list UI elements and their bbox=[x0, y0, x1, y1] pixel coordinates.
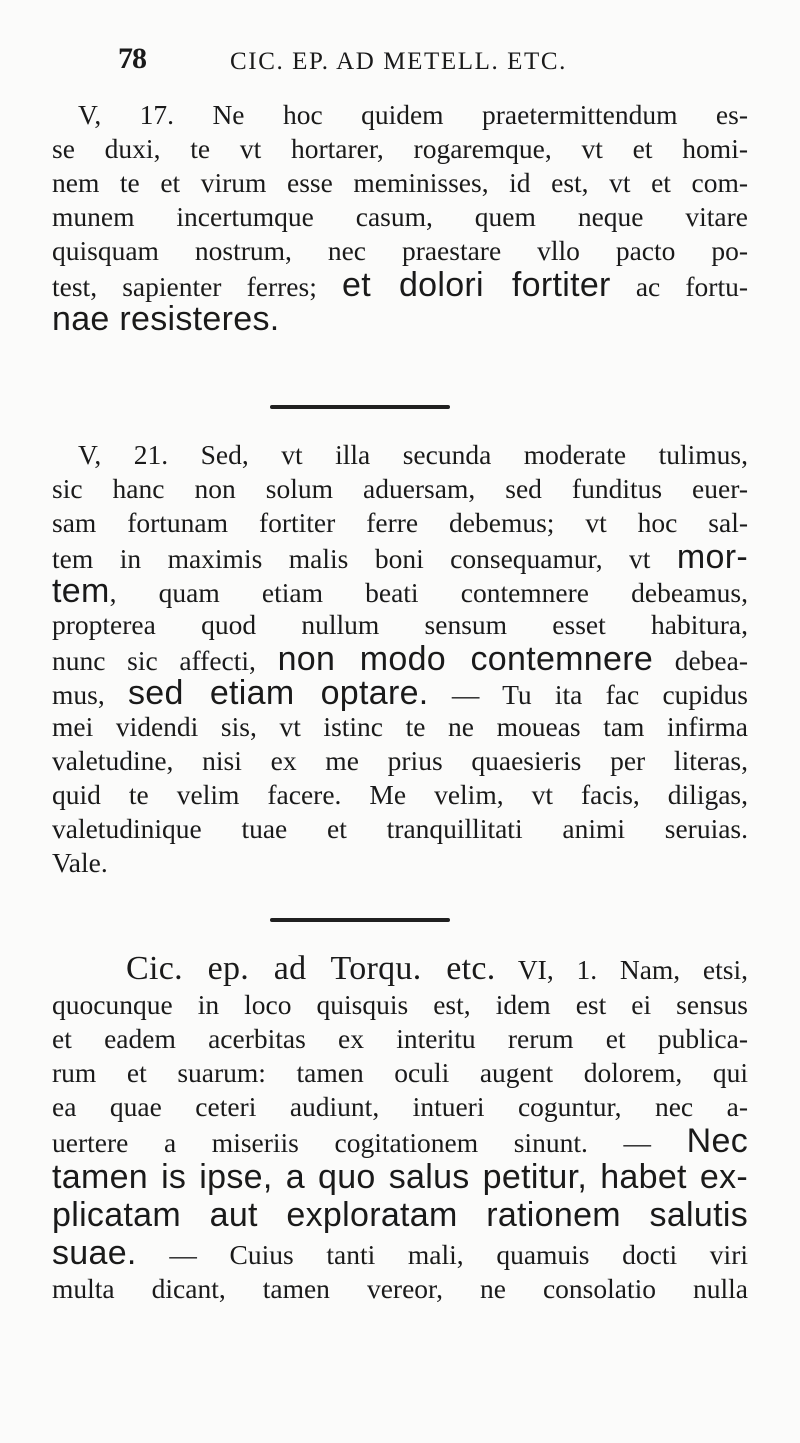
text-line bbox=[52, 1236, 748, 1272]
text-line: mei videndi sis, vt istinc te ne moueas tam infirma bbox=[52, 711, 748, 742]
text-segment: ac fortu- bbox=[635, 271, 748, 302]
text-line bbox=[52, 302, 748, 338]
text-segment: mus, bbox=[52, 679, 105, 710]
emphasized-text: tamen is ipse, a quo salus petitur, habet ex- bbox=[52, 1158, 748, 1196]
text-segment: — Tu ita fac cupidus bbox=[451, 679, 749, 710]
text-line bbox=[126, 952, 748, 987]
text-line bbox=[52, 1160, 748, 1196]
page-header bbox=[118, 42, 678, 82]
text-line: V, 17. Ne hoc quidem praetermittendum es- bbox=[78, 99, 748, 130]
emphasized-text: mor- bbox=[676, 538, 748, 576]
section-divider bbox=[270, 405, 450, 409]
text-line bbox=[52, 642, 748, 678]
emphasized-text: tem bbox=[52, 572, 110, 610]
text-line: propterea quod nullum sensum esset habitura, bbox=[52, 609, 748, 640]
text-line bbox=[52, 540, 748, 576]
text-line: valetudinique tuae et tranquillitati animi seruias. bbox=[52, 813, 748, 844]
text-segment: test, sapienter ferres; bbox=[52, 271, 317, 302]
text-line: quocunque in loco quisquis est, idem est ei sensus bbox=[52, 989, 748, 1020]
running-head: CIC. EP. AD METELL. ETC. bbox=[230, 48, 568, 75]
text-line: se duxi, te vt hortarer, rogaremque, vt et homi- bbox=[52, 133, 748, 164]
source-citation: Cic. ep. ad Torqu. etc. bbox=[126, 950, 496, 987]
page-number: 78 bbox=[118, 42, 146, 75]
text-segment: , quam etiam beati contemnere debeamus, bbox=[109, 577, 748, 608]
section-divider bbox=[270, 918, 450, 922]
text-line: nem te et virum esse meminisses, id est, vt et com- bbox=[52, 167, 748, 198]
text-segment: — Cuius tanti mali, quamuis docti viri bbox=[169, 1239, 749, 1270]
text-line bbox=[52, 574, 748, 610]
text-line: V, 21. Sed, vt illa secunda moderate tulimus, bbox=[78, 439, 748, 470]
emphasized-text: plicatam aut exploratam rationem salutis bbox=[52, 1196, 748, 1234]
text-line: et eadem acerbitas ex interitu rerum et publica- bbox=[52, 1023, 748, 1054]
text-line bbox=[52, 268, 748, 304]
text-line: munem incertumque casum, quem neque vitare bbox=[52, 201, 748, 232]
text-segment: debea- bbox=[674, 645, 748, 676]
text-line: sam fortunam fortiter ferre debemus; vt hoc sal- bbox=[52, 507, 748, 538]
emphasized-text: sed etiam optare. bbox=[127, 674, 429, 712]
emphasized-text: suae. bbox=[52, 1234, 137, 1272]
text-line: Vale. bbox=[52, 847, 108, 878]
text-segment: tem in maximis malis boni consequamur, vt bbox=[52, 543, 651, 574]
text-line: rum et suarum: tamen oculi augent dolorem, qui bbox=[52, 1057, 748, 1088]
text-line: quisquam nostrum, nec praestare vllo pacto po- bbox=[52, 235, 748, 266]
emphasized-text: non modo contemnere bbox=[277, 640, 654, 678]
text-segment: uertere a miseriis cogitationem sinunt. — bbox=[52, 1127, 651, 1158]
emphasized-text: et dolori fortiter bbox=[341, 266, 611, 304]
text-segment: nunc sic affecti, bbox=[52, 645, 256, 676]
text-line: sic hanc non solum aduersam, sed funditus euer- bbox=[52, 473, 748, 504]
emphasized-text: nae resisteres. bbox=[52, 300, 280, 338]
text-line: valetudine, nisi ex me prius quaesieris per literas, bbox=[52, 745, 748, 776]
text-segment: VI, 1. Nam, etsi, bbox=[517, 954, 748, 985]
text-line: ea quae ceteri audiunt, intueri coguntur, nec a- bbox=[52, 1091, 748, 1122]
text-line bbox=[52, 676, 748, 712]
text-line: multa dicant, tamen vereor, ne consolatio nulla bbox=[52, 1273, 748, 1304]
text-line: quid te velim facere. Me velim, vt facis, diligas, bbox=[52, 779, 748, 810]
text-line bbox=[52, 1124, 748, 1160]
text-line bbox=[52, 1198, 748, 1234]
emphasized-text: Nec bbox=[686, 1122, 748, 1160]
